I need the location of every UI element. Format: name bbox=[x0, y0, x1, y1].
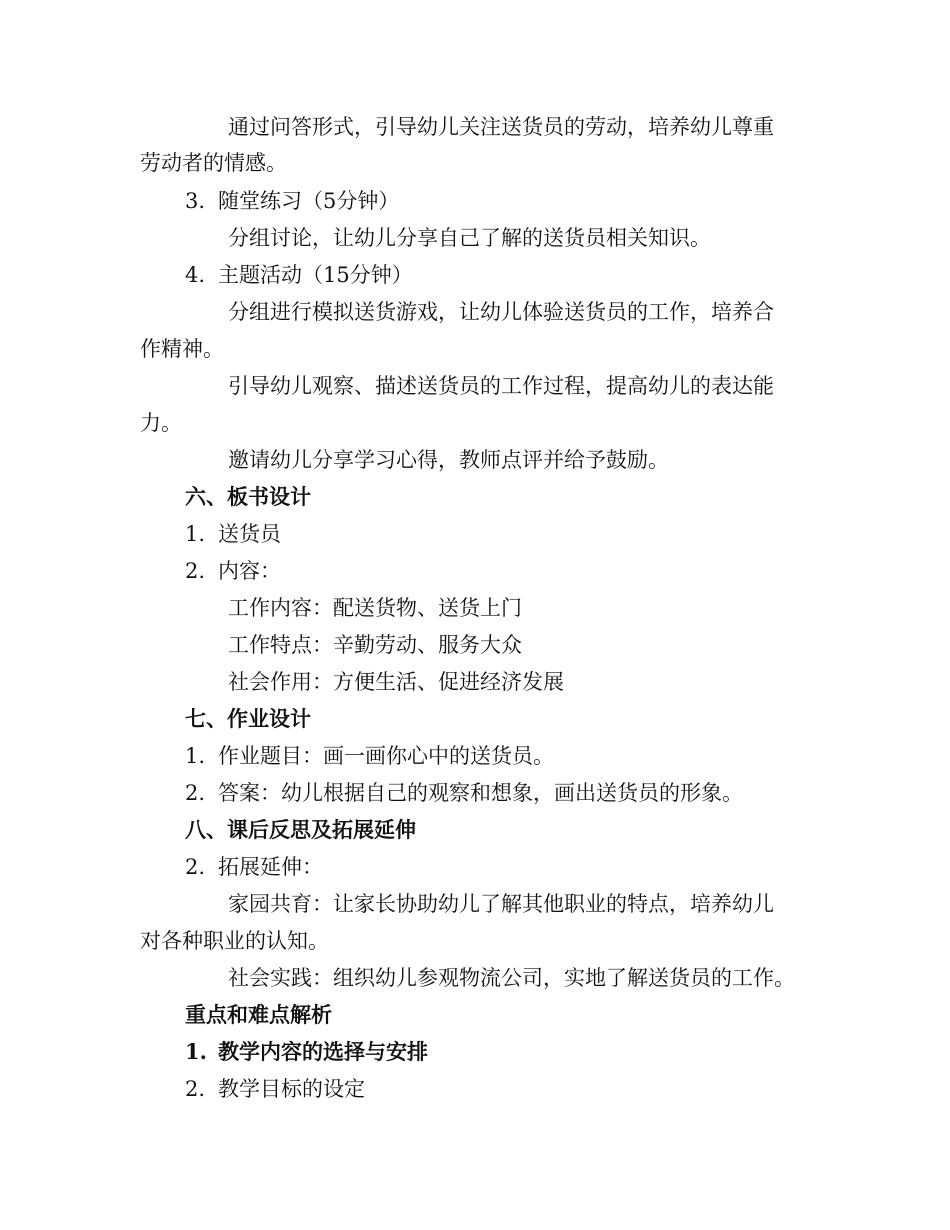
item3-description: 分组讨论，让幼儿分享自己了解的送货员相关知识。 bbox=[228, 226, 711, 250]
item4-paragraph1-line2: 作精神。 bbox=[140, 337, 224, 361]
list-number: 1. bbox=[185, 744, 206, 768]
list-item-text: 随堂练习（5分钟） bbox=[218, 189, 400, 213]
list-number: 2. bbox=[185, 781, 206, 805]
list-item-text: 送货员 bbox=[218, 522, 281, 546]
item4-paragraph2-line1: 引导幼儿观察、描述送货员的工作过程，提高幼儿的表达能 bbox=[228, 374, 774, 398]
list-number: 2. bbox=[185, 1077, 206, 1101]
section6-heading: 六、板书设计 bbox=[185, 484, 311, 509]
section6-sub-1: 工作内容：配送货物、送货上门 bbox=[228, 596, 522, 620]
list-item-text: 拓展延伸： bbox=[218, 855, 323, 879]
list-number: 2. bbox=[185, 855, 206, 879]
list-item-3 bbox=[185, 188, 399, 214]
list-number: 2. bbox=[185, 559, 206, 583]
item4-paragraph1-line1: 分组进行模拟送货游戏，让幼儿体验送货员的工作，培养合 bbox=[228, 300, 774, 324]
analysis-item-2 bbox=[185, 1076, 365, 1102]
paragraph-qa-line1: 通过问答形式，引导幼儿关注送货员的劳动，培养幼儿尊重 bbox=[228, 115, 774, 139]
section8-paragraph2: 社会实践：组织幼儿参观物流公司，实地了解送货员的工作。 bbox=[228, 966, 795, 990]
list-item-text: 主题活动（15分钟） bbox=[218, 263, 413, 287]
list-item-text: 内容： bbox=[218, 559, 281, 583]
section6-sub-3: 社会作用：方便生活、促进经济发展 bbox=[228, 670, 564, 694]
list-item-text: 教学目标的设定 bbox=[218, 1077, 365, 1101]
list-item-text: 教学内容的选择与安排 bbox=[218, 1039, 428, 1064]
list-number: 1. bbox=[185, 522, 206, 546]
list-item-text: 答案：幼儿根据自己的观察和想象，画出送货员的形象。 bbox=[218, 781, 743, 805]
section7-heading: 七、作业设计 bbox=[185, 706, 311, 731]
item4-paragraph2-line2: 力。 bbox=[140, 411, 182, 435]
list-item-4 bbox=[185, 262, 413, 288]
list-item-text: 作业题目：画一画你心中的送货员。 bbox=[218, 744, 554, 768]
list-number: 1. bbox=[185, 1039, 207, 1064]
section8-item-2 bbox=[185, 854, 323, 880]
section7-item-1 bbox=[185, 743, 554, 769]
list-number: 3. bbox=[185, 189, 206, 213]
analysis-heading: 重点和难点解析 bbox=[185, 1002, 332, 1027]
section6-item-2 bbox=[185, 558, 281, 584]
section6-sub-2: 工作特点：辛勤劳动、服务大众 bbox=[228, 633, 522, 657]
section7-item-2 bbox=[185, 780, 743, 806]
analysis-item-1 bbox=[185, 1039, 428, 1065]
section8-heading: 八、课后反思及拓展延伸 bbox=[185, 817, 416, 842]
section8-paragraph1-line1: 家园共育：让家长协助幼儿了解其他职业的特点，培养幼儿 bbox=[228, 892, 774, 916]
list-number: 4. bbox=[185, 263, 206, 287]
section6-item-1 bbox=[185, 521, 281, 547]
paragraph-qa-line2: 劳动者的情感。 bbox=[140, 151, 287, 175]
section8-paragraph1-line2: 对各种职业的认知。 bbox=[140, 929, 329, 953]
item4-paragraph3: 邀请幼儿分享学习心得，教师点评并给予鼓励。 bbox=[228, 448, 669, 472]
